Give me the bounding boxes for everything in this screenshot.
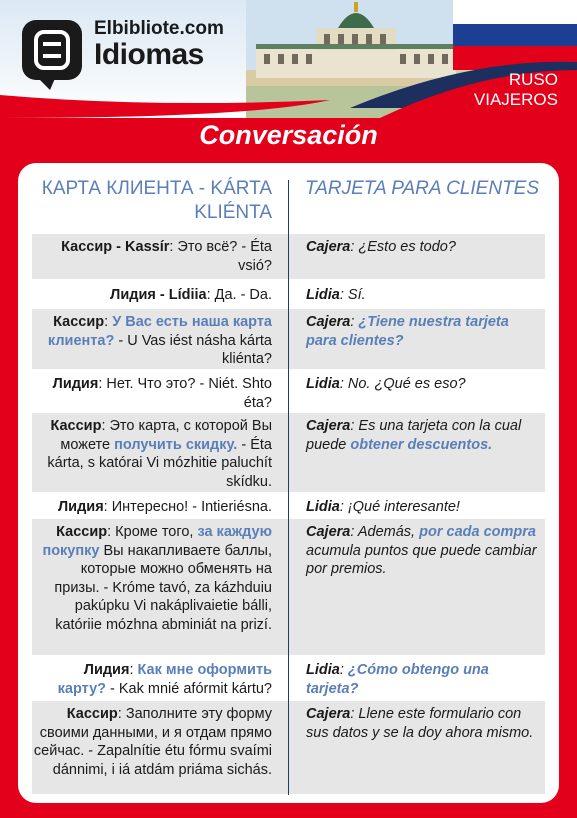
speaker-name: Cajera bbox=[306, 314, 351, 330]
line-text: : Интересно! - Intieriésna. bbox=[103, 499, 272, 515]
speaker-name: Lidia bbox=[306, 287, 340, 303]
line-text: : Это всё? - Éta vsió? bbox=[169, 239, 272, 274]
brand-name[interactable]: Idiomas bbox=[94, 38, 204, 71]
line-text: Вы накапливаете баллы, которые можно обменять на призы. - Króme tavó, za kázhduiu pakúpku Vi nakáplivaietie bálli, katóriie mózhna abminiát na prizí. bbox=[54, 542, 272, 633]
speaker-name: Кассир bbox=[56, 524, 108, 540]
line-text: : ¡Qué interesante! bbox=[339, 499, 460, 515]
speaker-name: Cajera bbox=[306, 418, 351, 434]
line-text: : Llene este formulario con sus datos y se la doy ahora mismo. bbox=[306, 706, 534, 741]
category-tag bbox=[418, 70, 558, 110]
speaker-name: Кассир bbox=[53, 314, 105, 330]
line-text: : Es una tarjeta con la cual puede bbox=[306, 418, 522, 453]
speaker-name: Лидия bbox=[83, 662, 130, 678]
speaker-name: Lidia bbox=[306, 499, 340, 515]
line-text: acumula puntos que puede cambiar por premios. bbox=[306, 542, 537, 577]
russian-line bbox=[32, 413, 272, 491]
speaker-name: Lidia bbox=[306, 376, 340, 392]
russian-line bbox=[32, 519, 272, 634]
line-text: - Kak mnié afórmit kártu? bbox=[106, 680, 272, 697]
speaker-name: Cajera bbox=[306, 239, 351, 255]
russian-line bbox=[32, 701, 272, 779]
category-language: RUSO bbox=[508, 70, 558, 89]
logo-tail bbox=[36, 76, 56, 90]
line-text: : Нет. Что это? - Niét. Shto éta? bbox=[98, 376, 272, 411]
key-phrase: получить скидку. bbox=[114, 436, 238, 453]
speaker-name: Кассир bbox=[66, 706, 118, 722]
logo-e-icon bbox=[34, 30, 70, 70]
line-text: : bbox=[104, 314, 113, 330]
line-text: : Это карта, с которой Вы можете bbox=[60, 418, 272, 453]
category-audience: VIAJEROS bbox=[473, 90, 558, 109]
key-phrase: obtener descuentos. bbox=[350, 436, 493, 453]
line-text: : bbox=[350, 314, 359, 330]
spanish-line bbox=[306, 282, 538, 305]
spanish-line bbox=[306, 519, 538, 579]
spanish-column-heading: TARJETA PARA CLIENTES bbox=[305, 178, 540, 199]
key-phrase: за каждую покупку bbox=[42, 524, 272, 559]
key-phrase: por cada compra bbox=[419, 524, 536, 540]
spanish-line bbox=[306, 413, 538, 454]
spanish-line bbox=[306, 657, 538, 698]
spanish-line bbox=[306, 234, 538, 257]
russian-line bbox=[32, 371, 272, 412]
speaker-name: Lidia bbox=[306, 662, 340, 678]
speaker-name: Лидия - Lídiia bbox=[110, 287, 207, 303]
spanish-line bbox=[306, 371, 538, 394]
line-text: : No. ¿Qué es eso? bbox=[339, 376, 466, 392]
site-logo[interactable] bbox=[22, 20, 82, 80]
russian-line bbox=[32, 657, 272, 698]
line-text: : Да. - Da. bbox=[206, 287, 272, 303]
russian-line bbox=[32, 282, 272, 305]
key-phrase: ¿Cómo obtengo una tarjeta? bbox=[306, 662, 489, 697]
line-text: : bbox=[129, 662, 138, 678]
russian-line bbox=[32, 309, 272, 369]
speaker-name: Кассир - Kassír bbox=[61, 239, 170, 255]
speaker-name: Кассир bbox=[50, 418, 102, 434]
russian-line bbox=[32, 234, 272, 275]
russian-column-heading: КАРТА КЛИЕНТА - KÁRTA KLIÉNTA bbox=[41, 178, 272, 223]
speaker-name: Cajera bbox=[306, 524, 351, 540]
line-text: - Éta kárta, s katórai Vi mózhitie paluchít skídku. bbox=[47, 436, 272, 490]
key-phrase: Как мне оформить карту? bbox=[57, 662, 272, 697]
speaker-name: Лидия bbox=[58, 499, 104, 515]
line-text: : Заполните эту форму своими данными, и я отдам прямо сейчас. - Zapalnítie étu fórmu svaími dánnimi, i iá atdám priáma sichás. bbox=[33, 706, 272, 778]
key-phrase: ¿Tiene nuestra tarjeta para clientes? bbox=[306, 314, 509, 349]
line-text: : ¿Esto es todo? bbox=[350, 239, 456, 255]
line-text: - U Vas iést násha kárta kliénta? bbox=[114, 332, 272, 367]
column-divider bbox=[288, 180, 289, 795]
site-name[interactable]: Elbibliote.com bbox=[94, 18, 224, 39]
key-phrase: У Вас есть наша карта клиента? bbox=[47, 314, 272, 349]
spanish-line bbox=[306, 701, 538, 742]
speaker-name: Лидия bbox=[52, 376, 99, 392]
header bbox=[0, 0, 577, 118]
line-text: : Кроме того, bbox=[107, 524, 198, 540]
spanish-line bbox=[306, 309, 538, 350]
line-text: : bbox=[339, 662, 348, 678]
speaker-name: Cajera bbox=[306, 706, 351, 722]
page-title: Conversación bbox=[199, 120, 378, 150]
spanish-line bbox=[306, 494, 538, 517]
russian-line bbox=[32, 494, 272, 517]
line-text: : Sí. bbox=[339, 287, 366, 303]
line-text: : Además, bbox=[350, 524, 420, 540]
